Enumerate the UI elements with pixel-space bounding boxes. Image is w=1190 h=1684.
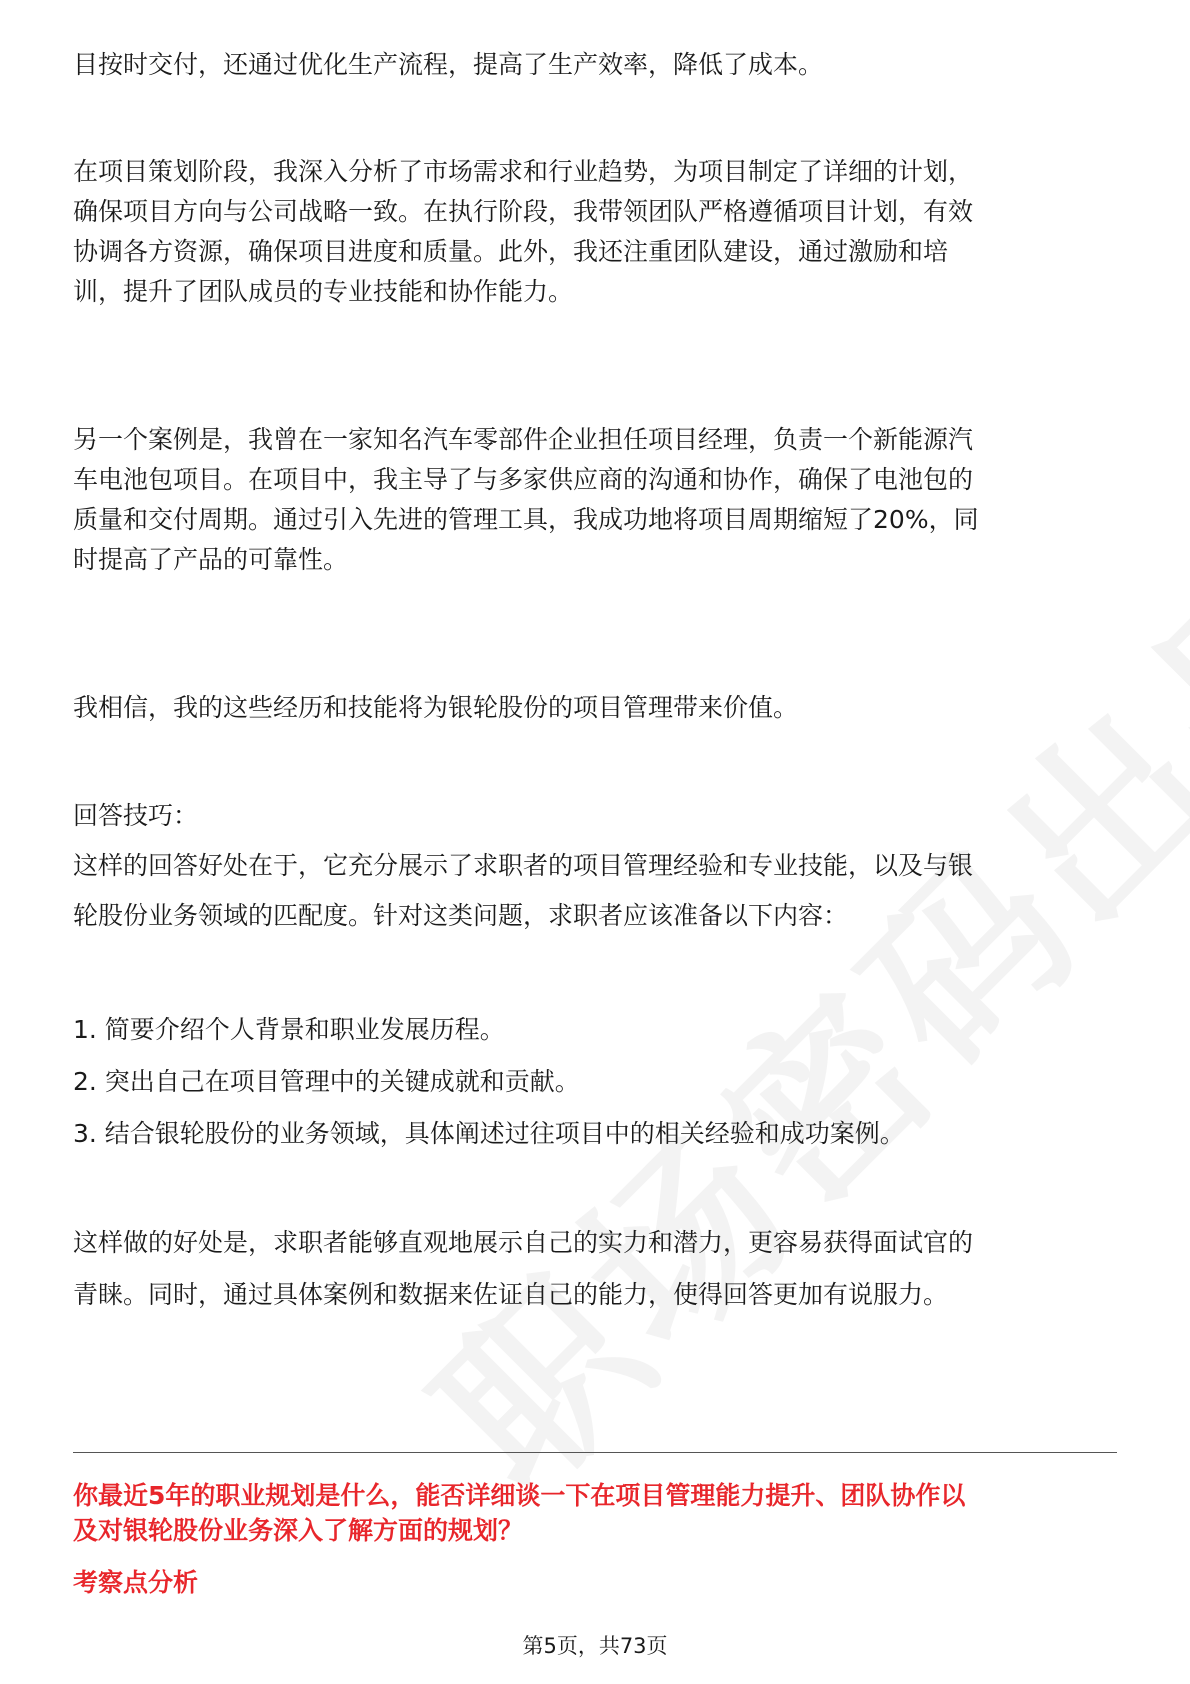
interview-question bbox=[73, 1478, 1117, 1548]
section-divider bbox=[73, 1452, 1117, 1453]
section-heading: 考察点分析 bbox=[73, 1568, 199, 1597]
text-line: 协调各方资源，确保项目进度和质量。此外，我还注重团队建设，通过激励和培 bbox=[73, 237, 949, 266]
list-item: 3. 结合银轮股份的业务领域，具体阐述过往项目中的相关经验和成功案例。 bbox=[73, 1119, 905, 1148]
text-line: 这样的回答好处在于，它充分展示了求职者的项目管理经验和专业技能，以及与银 bbox=[73, 851, 974, 880]
answer-tips-heading: 回答技巧： bbox=[73, 801, 199, 830]
text-line: 确保项目方向与公司战略一致。在执行阶段，我带领团队严格遵循项目计划，有效 bbox=[73, 197, 974, 226]
document-page bbox=[73, 0, 1117, 1684]
text-line: 目按时交付，还通过优化生产流程，提高了生产效率，降低了成本。 bbox=[73, 50, 824, 79]
text-line: 训，提升了团队成员的专业技能和协作能力。 bbox=[73, 277, 574, 306]
answer-tips bbox=[73, 796, 1117, 936]
page-number: 第5页，共73页 bbox=[522, 1634, 668, 1658]
paragraph-2 bbox=[73, 152, 1117, 312]
list-item: 2. 突出自己在项目管理中的关键成就和贡献。 bbox=[73, 1067, 580, 1096]
text-line: 我相信，我的这些经历和技能将为银轮股份的项目管理带来价值。 bbox=[73, 693, 799, 722]
text-line: 这样做的好处是，求职者能够直观地展示自己的实力和潜力，更容易获得面试官的 bbox=[73, 1228, 974, 1257]
page-footer bbox=[0, 1632, 1190, 1660]
question-line: 及对银轮股份业务深入了解方面的规划？ bbox=[73, 1516, 524, 1545]
paragraph-3 bbox=[73, 420, 1117, 580]
text-line: 质量和交付周期。通过引入先进的管理工具，我成功地将项目周期缩短了20%，同 bbox=[73, 505, 979, 534]
text-line: 另一个案例是，我曾在一家知名汽车零部件企业担任项目经理，负责一个新能源汽 bbox=[73, 425, 974, 454]
paragraph-4 bbox=[73, 688, 1117, 728]
text-line: 青睐。同时，通过具体案例和数据来佐证自己的能力，使得回答更加有说服力。 bbox=[73, 1280, 949, 1309]
text-line: 时提高了产品的可靠性。 bbox=[73, 545, 349, 574]
text-line: 车电池包项目。在项目中，我主导了与多家供应商的沟通和协作，确保了电池包的 bbox=[73, 465, 974, 494]
paragraph-1 bbox=[73, 45, 1117, 85]
list-item: 1. 简要介绍个人背景和职业发展历程。 bbox=[73, 1015, 505, 1044]
text-line: 轮股份业务领域的匹配度。针对这类问题，求职者应该准备以下内容： bbox=[73, 901, 849, 930]
text-line: 在项目策划阶段，我深入分析了市场需求和行业趋势，为项目制定了详细的计划， bbox=[73, 157, 974, 186]
paragraph-conclusion bbox=[73, 1223, 1117, 1315]
question-line: 你最近5年的职业规划是什么，能否详细谈一下在项目管理能力提升、团队协作以 bbox=[73, 1481, 966, 1510]
numbered-list bbox=[73, 1010, 1117, 1154]
